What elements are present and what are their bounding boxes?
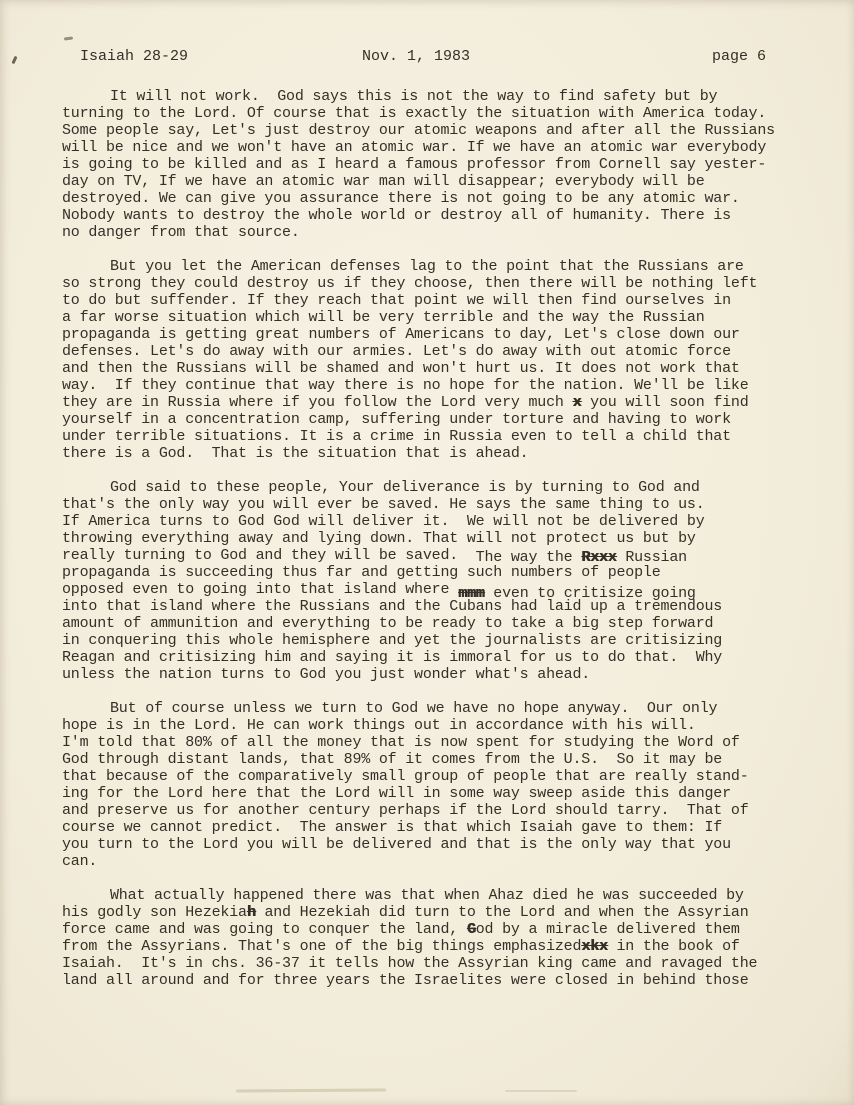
text-line: [62, 802, 820, 819]
text-line: [62, 921, 820, 938]
text-line: [62, 156, 820, 173]
struck-out-text: mmm: [458, 585, 485, 602]
text-line: [62, 547, 820, 564]
text-segment: they are in Russia where if you follow the Lord very much: [62, 394, 573, 411]
text-line: [62, 292, 820, 309]
text-line: [62, 700, 820, 717]
text-segment: in conquering this whole hemisphere and yet the journalists are critisizing: [62, 632, 723, 649]
text-segment: no danger from that source.: [62, 224, 300, 241]
text-line: [62, 938, 820, 955]
text-line: [62, 224, 820, 241]
text-segment: I'm told that 80% of all the money that is now spent for studying the Word of: [62, 734, 740, 751]
document-body: [62, 88, 820, 1006]
text-line: [62, 428, 820, 445]
text-line: [62, 972, 820, 989]
text-segment: But you let the American defenses lag to the point that the Russians are: [110, 258, 744, 275]
text-segment: amount of ammunition and everything to be ready to take a big step forward: [62, 615, 714, 632]
text-line: [62, 190, 820, 207]
text-line: [62, 887, 820, 904]
text-segment: od by a miracle delivered them: [475, 921, 740, 938]
text-segment: throwing everything away and lying down. That will not protect us but by: [62, 530, 696, 547]
text-line: [62, 768, 820, 785]
text-segment: you turn to the Lord you will be delivered and that is the only way that you: [62, 836, 731, 853]
struck-out-text: Rxxx: [581, 549, 617, 566]
text-line: [62, 666, 820, 683]
text-segment: defenses. Let's do away with our armies. Let's do away with out atomic force: [62, 343, 731, 360]
text-segment: day on TV, If we have an atomic war man will disappear; everybody will be: [62, 173, 705, 190]
text-segment: propaganda is succeeding thus far and getting such numbers of people: [62, 564, 661, 581]
text-line: [62, 258, 820, 275]
text-line: [62, 207, 820, 224]
text-segment: to do but suffender. If they reach that point we will then find ourselves in: [62, 292, 731, 309]
text-segment: destroyed. We can give you assurance there is not going to be any atomic war.: [62, 190, 740, 207]
text-line: [62, 496, 820, 513]
paragraph: [62, 887, 820, 989]
text-line: [62, 275, 820, 292]
paragraph: [62, 479, 820, 683]
text-segment: Isaiah. It's in chs. 36-37 it tells how the Assyrian king came and ravaged the: [62, 955, 758, 972]
text-segment: in the book of: [607, 938, 740, 955]
text-line: [62, 411, 820, 428]
text-line: [62, 632, 820, 649]
text-line: [62, 564, 820, 581]
text-segment: you will soon find: [581, 394, 749, 411]
text-segment: land all around and for three years the Israelites were closed in behind those: [62, 972, 749, 989]
struck-out-text: x: [572, 394, 582, 411]
bottom-smudge: [236, 1088, 386, 1092]
text-segment: But of course unless we turn to God we have no hope anyway. Our only: [110, 700, 718, 717]
stray-ink-mark: [64, 36, 73, 40]
text-line: [62, 139, 820, 156]
text-line: [62, 615, 820, 632]
text-segment: can.: [62, 853, 98, 870]
text-segment: hope is in the Lord. He can work things out in accordance with his will.: [62, 717, 696, 734]
text-line: [62, 904, 820, 921]
text-segment: propaganda is getting great numbers of Americans to day, Let's close down our: [62, 326, 740, 343]
paragraph: [62, 88, 820, 241]
text-segment: his godly son Hezekia: [62, 904, 247, 921]
struck-out-text: G: [466, 921, 476, 938]
text-segment: there is a God. That is the situation that is ahead.: [62, 445, 529, 462]
paragraph: [62, 700, 820, 870]
text-line: [62, 836, 820, 853]
text-segment: yourself in a concentration camp, suffering under torture and having to work: [62, 411, 731, 428]
text-segment: Nobody wants to destroy the whole world or destroy all of humanity. There is: [62, 207, 731, 224]
text-line: [62, 122, 820, 139]
header-scripture-reference: Isaiah 28-29: [80, 48, 189, 65]
text-line: [62, 530, 820, 547]
text-segment: a far worse situation which will be very terrible and the way the Russian: [62, 309, 705, 326]
text-segment: God through distant lands, that 89% of it comes from the U.S. So it may be: [62, 751, 723, 768]
text-segment: The way the: [475, 549, 582, 566]
text-line: [62, 445, 820, 462]
text-line: [62, 819, 820, 836]
text-line: [62, 326, 820, 343]
text-segment: and then the Russians will be shamed and won't hurt us. It does not work that: [62, 360, 740, 377]
text-segment: from the Assyrians. That's one of the big things emphasized: [62, 938, 582, 955]
text-segment: will be nice and we won't have an atomic war. If we have an atomic war everybody: [62, 139, 767, 156]
struck-out-text: h: [246, 904, 256, 921]
text-segment: What actually happened there was that when Ahaz died he was succeeded by: [110, 887, 744, 904]
text-line: [62, 377, 820, 394]
text-segment: force came and was going to conquer the land,: [62, 921, 467, 938]
text-segment: and preserve us for another century perhaps if the Lord should tarry. That of: [62, 802, 749, 819]
text-line: [62, 581, 820, 602]
text-line: [62, 105, 820, 122]
text-segment: into that island where the Russians and the Cubans had laid up a tremendous: [62, 598, 723, 615]
text-line: [62, 173, 820, 190]
text-segment: opposed even to going into that island where: [62, 581, 459, 598]
text-segment: ing for the Lord here that the Lord will in some way sweep aside this danger: [62, 785, 731, 802]
paragraph: [62, 258, 820, 462]
header-date: Nov. 1, 1983: [362, 48, 471, 65]
text-line: [62, 360, 820, 377]
text-segment: turning to the Lord. Of course that is exactly the situation with America today.: [62, 105, 767, 122]
text-segment: really turning to God and they will be saved.: [62, 547, 476, 564]
text-segment: Reagan and critisizing him and saying it is immoral for us to do that. Why: [62, 649, 723, 666]
text-segment: and Hezekiah did turn to the Lord and when the Assyrian: [255, 904, 749, 921]
text-segment: way. If they continue that way there is no hope for the nation. We'll be like: [62, 377, 749, 394]
text-segment: that's the only way you will ever be saved. He says the same thing to us.: [62, 496, 705, 513]
text-segment: so strong they could destroy us if they choose, then there will be nothing left: [62, 275, 758, 292]
text-line: [62, 751, 820, 768]
text-segment: that because of the comparatively small group of people that are really stand-: [62, 768, 749, 785]
text-line: [62, 309, 820, 326]
bottom-smudge: [505, 1090, 577, 1092]
text-line: [62, 394, 820, 411]
text-segment: course we cannot predict. The answer is that which Isaiah gave to them: If: [62, 819, 723, 836]
page-header: [0, 48, 854, 66]
struck-out-text: xkx: [581, 938, 608, 955]
text-line: [62, 717, 820, 734]
text-segment: Russian: [616, 549, 687, 566]
text-line: [62, 479, 820, 496]
text-segment: God said to these people, Your deliverance is by turning to God and: [110, 479, 700, 496]
text-segment: If America turns to God God will deliver it. We will not be delivered by: [62, 513, 705, 530]
text-line: [62, 955, 820, 972]
text-line: [62, 513, 820, 530]
text-line: [62, 343, 820, 360]
text-segment: Some people say, Let's just destroy our atomic weapons and after all the Russians: [62, 122, 775, 139]
text-line: [62, 88, 820, 105]
text-segment: is going to be killed and as I heard a famous professor from Cornell say yester-: [62, 156, 767, 173]
text-segment: It will not work. God says this is not the way to find safety but by: [110, 88, 718, 105]
text-line: [62, 598, 820, 615]
header-page-number: page 6: [712, 48, 767, 65]
text-line: [62, 649, 820, 666]
text-segment: even to critisize going: [484, 585, 696, 602]
text-segment: under terrible situations. It is a crime in Russia even to tell a child that: [62, 428, 731, 445]
text-line: [62, 785, 820, 802]
text-line: [62, 734, 820, 751]
text-line: [62, 853, 820, 870]
text-segment: unless the nation turns to God you just wonder what's ahead.: [62, 666, 591, 683]
